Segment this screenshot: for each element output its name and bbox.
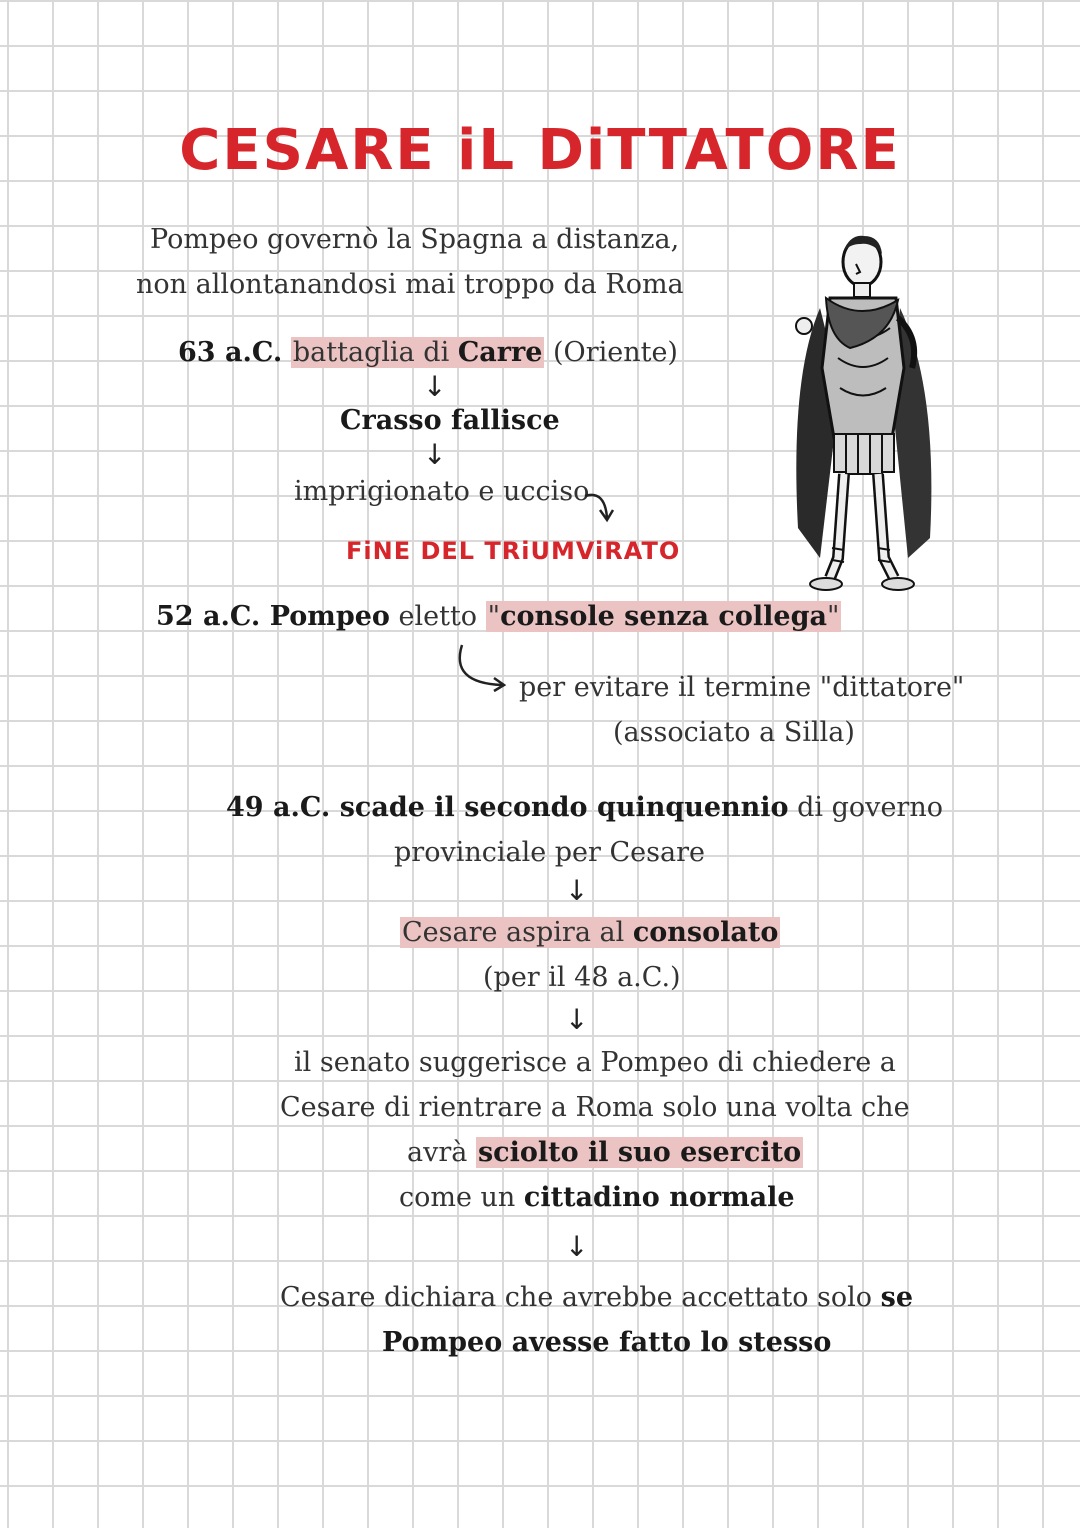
page-title: CESARE iL DiTTATORE [179,118,901,183]
crasso-fails-text: Crasso fallisce [340,405,560,436]
senate-line-3 [407,1130,803,1175]
curved-arrow-icon [583,488,623,528]
event-49-main: scade il secondo quinquennio [339,792,789,823]
consulate-year: (per il 48 a.C.) [483,962,681,993]
event-49-date: 49 a.C. [226,792,340,823]
aspire-word: consolato [632,917,779,948]
senate-line-2: Cesare di rientrare a Roma solo una volta che [280,1092,910,1123]
battle-prefix: battaglia di [292,337,458,368]
intro-line-1: Pompeo governò la Spagna a distanza, [150,224,680,255]
caesar-aspires [400,910,780,955]
army-disband-highlight [476,1137,803,1168]
senate-3-prefix: avrà [407,1137,476,1168]
event-52-note-1: per evitare il termine "dittatore" [519,672,965,703]
down-arrow-icon: ↓ [565,874,589,907]
crasso-fails [340,398,560,443]
army-disband: sciolto il suo esercito [477,1137,802,1168]
event-52-title [486,601,842,632]
quote-close: " [826,601,840,632]
final-line-1 [280,1275,913,1320]
event-52-line [156,594,841,639]
event-52-date: 52 a.C. [156,601,270,632]
hook-arrow-icon [450,643,510,693]
event-63-date: 63 a.C. [178,337,283,368]
down-arrow-icon: ↓ [423,438,447,471]
event-49-line-2: provinciale per Cesare [394,837,706,868]
quote-open: " [487,601,501,632]
down-arrow-icon: ↓ [423,370,447,403]
event-52-who: Pompeo [269,601,390,632]
event-52-verb: eletto [389,601,486,632]
senate-line-4 [399,1175,795,1220]
aspire-prefix: Cesare aspira al [402,917,633,948]
event-49-rest: di governo [788,792,943,823]
console-title: console senza collega [500,601,827,632]
final-1-prefix: Cesare dichiara che avrebbe accettato solo [280,1282,881,1313]
event-63-battle [291,337,545,368]
intro-line-2: non allontanandosi mai troppo da Roma [136,269,684,300]
final-line-2 [382,1320,831,1365]
caesar-statue-illustration [780,228,940,598]
event-49-line-1 [226,785,943,830]
final-2-text: Pompeo avesse fatto lo stesso [382,1327,832,1358]
battle-region: (Oriente) [544,337,678,368]
battle-place: Carre [457,337,543,368]
normal-citizen: cittadino normale [523,1182,795,1213]
down-arrow-icon: ↓ [565,1003,589,1036]
end-of-triumvirate: FiNE DEL TRiUMViRATO [346,537,681,565]
imprisoned-killed: imprigionato e ucciso [294,476,590,507]
down-arrow-icon: ↓ [565,1230,589,1263]
senate-4-prefix: come un [399,1182,524,1213]
event-52-note-2: (associato a Silla) [613,717,855,748]
event-63-line [178,330,678,375]
senate-line-1: il senato suggerisce a Pompeo di chiedere a [294,1047,896,1078]
final-1-bold: se [880,1282,914,1313]
caesar-aspires-highlight [400,917,780,948]
